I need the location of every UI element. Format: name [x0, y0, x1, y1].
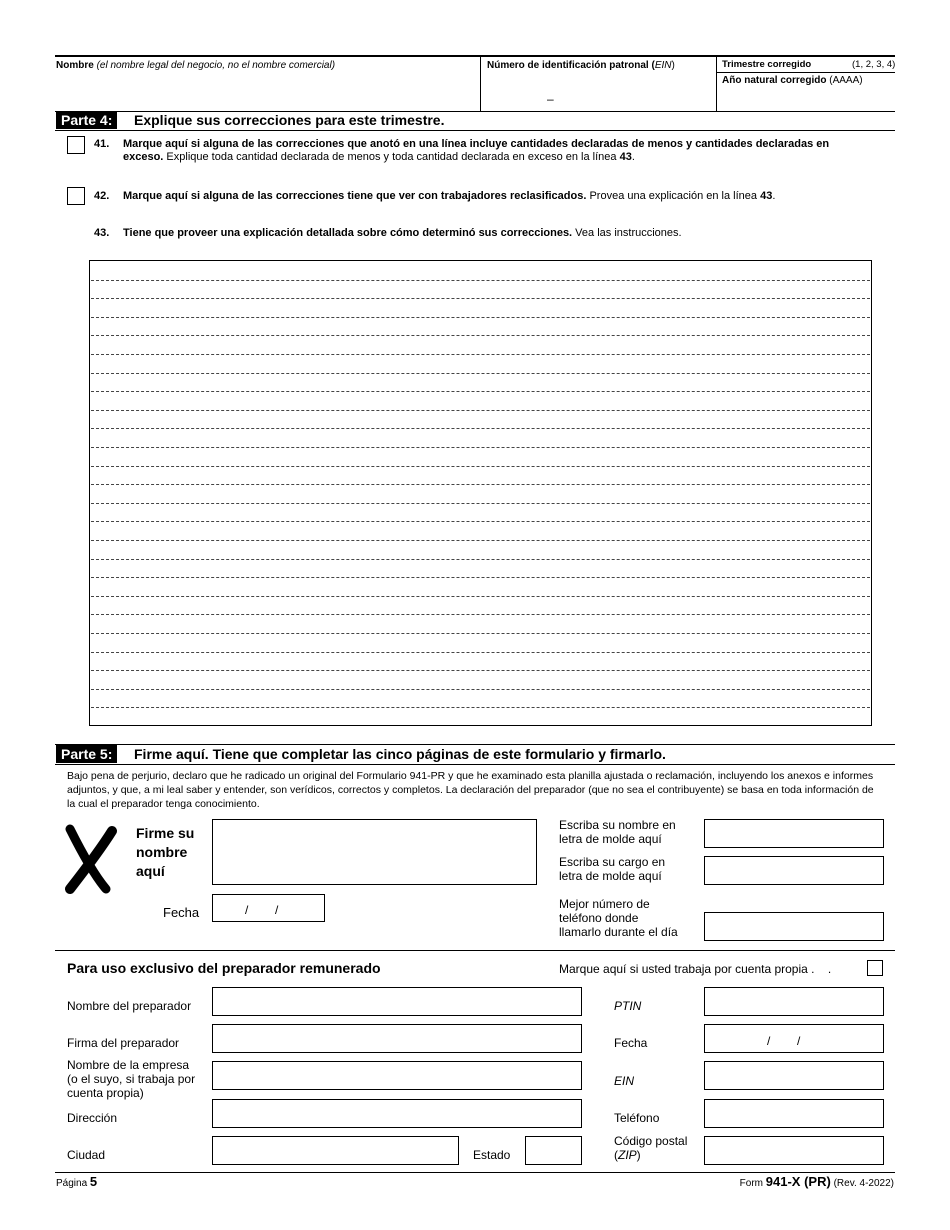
part4-bottom-rule: [55, 130, 895, 131]
city-field[interactable]: [212, 1136, 459, 1165]
firm-name-label: Nombre de la empresa (o el suyo, si trabaja por cuenta propia): [67, 1058, 196, 1100]
self-employed-checkbox[interactable]: [867, 960, 883, 976]
state-field[interactable]: [525, 1136, 582, 1165]
line41-checkbox[interactable]: [67, 136, 85, 154]
line43-number: 43.: [94, 227, 110, 239]
preparer-title: Para uso exclusivo del preparador remunerado: [67, 960, 381, 976]
explanation-writing-line: [91, 466, 870, 467]
preparer-phone-field[interactable]: [704, 1099, 884, 1128]
ein-dash: –: [547, 92, 554, 106]
preparer-ein-label: EIN: [614, 1074, 635, 1088]
footer-rule: [55, 1172, 895, 1173]
name-field-label: [56, 60, 335, 72]
ptin-label: PTIN: [614, 999, 642, 1013]
explanation-writing-line: [91, 280, 870, 281]
sign-date-label: Fecha: [163, 905, 200, 920]
preparer-name-label: Nombre del preparador: [67, 999, 192, 1013]
part5-tag: Parte 5:: [56, 745, 117, 763]
explanation-writing-line: [91, 614, 870, 615]
preparer-top-rule: [55, 950, 895, 951]
page-number: Página 5: [56, 1174, 98, 1189]
part5-title: Firme aquí. Tiene que completar las cinco páginas de este formulario y firmarlo.: [134, 746, 666, 762]
top-rule: [55, 55, 895, 57]
perjury-declaration: Bajo pena de perjurio, declaro que he radicado un original del Formulario 941-PR y que he examinado esta planilla ajustada o reclamación, incluyendo los anexos e informes adjuntos, y que, a mi leal saber y entender, son verídicos, correctos y completos. La declaración del preparador (que no sea el contribuyente) se basa en toda información de la cual el preparador tenga conocimiento.: [67, 770, 874, 810]
line42-text: Marque aquí si alguna de las correcciones tiene que ver con trabajadores reclasificados. Provea una explicación en la línea 43.: [123, 190, 776, 202]
header-divider-1: [480, 56, 481, 112]
preparer-name-field[interactable]: [212, 987, 582, 1016]
explanation-writing-line: [91, 633, 870, 634]
explanation-writing-line: [91, 689, 870, 690]
sign-label: Firme su nombre aquí: [136, 825, 195, 879]
line43-text: Tiene que proveer una explicación detallada sobre cómo determinó sus correcciones. Vea las instrucciones.: [123, 227, 682, 239]
explanation-writing-line: [91, 577, 870, 578]
sign-here-x-icon: [62, 823, 126, 895]
explanation-writing-line: [91, 391, 870, 392]
year-field-label: Año natural corregido (AAAA): [722, 75, 863, 86]
part5-bottom-rule: [55, 764, 895, 765]
explanation-writing-line: [91, 484, 870, 485]
daytime-phone-field[interactable]: [704, 912, 884, 941]
state-label: Estado: [473, 1148, 511, 1162]
part4-tag: Parte 4:: [56, 111, 117, 129]
explanation-writing-line: [91, 298, 870, 299]
print-title-label: Escriba su cargo en letra de molde aquí: [559, 855, 666, 883]
explanation-writing-line: [91, 503, 870, 504]
explanation-writing-line: [91, 540, 870, 541]
explanation-writing-line: [91, 559, 870, 560]
quarter-label: Trimestre corregido: [722, 59, 812, 70]
print-name-field[interactable]: [704, 819, 884, 848]
preparer-date-label: Fecha: [614, 1036, 648, 1050]
print-title-field[interactable]: [704, 856, 884, 885]
explanation-writing-line: [91, 335, 870, 336]
preparer-signature-label: Firma del preparador: [67, 1036, 180, 1050]
sign-date-separators: / /: [245, 903, 279, 917]
explanation-writing-line: [91, 354, 870, 355]
explanation-textarea[interactable]: [89, 260, 872, 726]
header-divider-2: [716, 56, 717, 112]
name-note: (el nombre legal del negocio, no el nombre comercial): [96, 60, 336, 71]
part4-title: Explique sus correcciones para este trimestre.: [134, 112, 445, 128]
city-label: Ciudad: [67, 1148, 106, 1162]
preparer-date-field[interactable]: [704, 1024, 884, 1053]
explanation-writing-line: [91, 447, 870, 448]
preparer-signature-field[interactable]: [212, 1024, 582, 1053]
explanation-writing-line: [91, 707, 870, 708]
firm-name-field[interactable]: [212, 1061, 582, 1090]
daytime-phone-label: Mejor número de teléfono donde llamarlo durante el día: [559, 897, 678, 939]
year-divider: [716, 72, 895, 73]
form-id: Form 941-X (PR) (Rev. 4-2022): [739, 1174, 894, 1189]
explanation-writing-line: [91, 596, 870, 597]
zip-field[interactable]: [704, 1136, 884, 1165]
explanation-writing-line: [91, 373, 870, 374]
quarter-options: (1, 2, 3, 4): [852, 59, 896, 70]
explanation-writing-line: [91, 670, 870, 671]
print-name-label: Escriba su nombre en letra de molde aquí: [559, 818, 676, 846]
explanation-writing-line: [91, 410, 870, 411]
explanation-writing-line: [91, 652, 870, 653]
line41-text: Marque aquí si alguna de las correcciones que anotó en una línea incluye cantidades declaradas de menos y cantidades declaradas en exceso. Explique toda cantidad declarada de menos y toda cantidad declarada en exceso en la línea 43.: [123, 138, 830, 163]
zip-label: Código postal (ZIP): [614, 1134, 688, 1162]
address-field[interactable]: [212, 1099, 582, 1128]
ein-field-label: Número de identificación patronal (EIN): [487, 60, 675, 71]
preparer-ein-field[interactable]: [704, 1061, 884, 1090]
explanation-writing-line: [91, 317, 870, 318]
line41-number: 41.: [94, 138, 110, 150]
ptin-field[interactable]: [704, 987, 884, 1016]
explanation-writing-line: [91, 428, 870, 429]
name-label: Nombre: [56, 60, 94, 71]
preparer-phone-label: Teléfono: [614, 1111, 660, 1125]
preparer-date-separators: / /: [767, 1034, 801, 1048]
explanation-writing-line: [91, 521, 870, 522]
sign-date-field[interactable]: [212, 894, 325, 922]
address-label: Dirección: [67, 1111, 118, 1125]
line42-number: 42.: [94, 190, 110, 202]
line42-checkbox[interactable]: [67, 187, 85, 205]
signature-field[interactable]: [212, 819, 537, 885]
self-employed-label: Marque aquí si usted trabaja por cuenta propia . .: [559, 962, 832, 976]
